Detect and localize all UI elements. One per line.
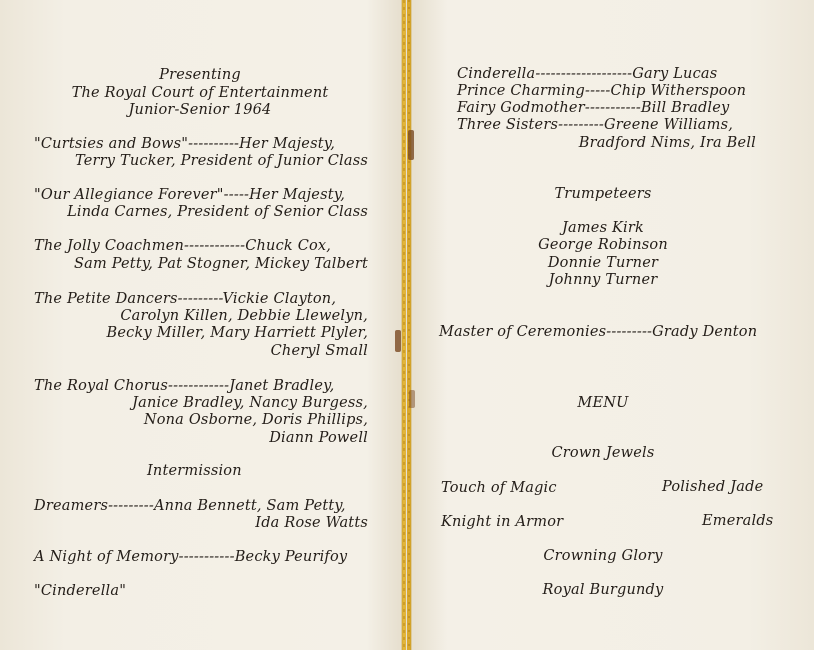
- memory-line: A Night of Memory-----------Becky Peurifoy: [34, 549, 348, 565]
- allegiance-line-2: Linda Carnes, President of Senior Class: [67, 204, 368, 220]
- menu-item: Knight in Armor: [441, 514, 564, 530]
- cast-godmother: Fairy Godmother-----------Bill Bradley: [457, 100, 730, 116]
- cast-sisters-names: Bradford Nims, Ira Bell: [578, 135, 756, 151]
- menu-item: Emeralds: [702, 513, 774, 529]
- dreamers-line-2: Ida Rose Watts: [255, 515, 368, 531]
- allegiance-line-1: "Our Allegiance Forever"-----Her Majesty,: [34, 187, 346, 203]
- dancers-line-4: Cheryl Small: [270, 343, 368, 359]
- menu-title: MENU: [577, 395, 629, 411]
- trumpeteers-title: Trumpeteers: [554, 186, 652, 202]
- chorus-line-4: Diann Powell: [269, 430, 368, 446]
- left-page: [0, 0, 400, 650]
- menu-item: Crown Jewels: [551, 445, 655, 461]
- menu-item: Touch of Magic: [441, 480, 557, 496]
- court-title: The Royal Court of Entertainment: [71, 85, 329, 101]
- dreamers-line-1: Dreamers---------Anna Bennett, Sam Petty,: [34, 498, 346, 514]
- presenting-line: Presenting: [159, 67, 241, 83]
- cast-prince: Prince Charming-----Chip Witherspoon: [457, 83, 747, 99]
- curtsies-line-2: Terry Tucker, President of Junior Class: [75, 153, 368, 169]
- chorus-line-2: Janice Bradley, Nancy Burgess,: [132, 395, 368, 411]
- chorus-line-1: The Royal Chorus------------Janet Bradley,: [34, 378, 335, 394]
- right-page: [412, 0, 814, 650]
- binding-stain: [395, 330, 401, 352]
- curtsies-line-1: "Curtsies and Bows"----------Her Majesty,: [34, 136, 336, 152]
- cast-cinderella: Cinderella-------------------Gary Lucas: [457, 66, 718, 82]
- trumpeteer-name: Johnny Turner: [548, 272, 658, 288]
- master-of-ceremonies: Master of Ceremonies---------Grady Denton: [439, 324, 758, 340]
- menu-item: Royal Burgundy: [542, 582, 664, 598]
- dancers-line-3: Becky Miller, Mary Harriett Plyler,: [106, 325, 368, 341]
- coachmen-line-2: Sam Petty, Pat Stogner, Mickey Talbert: [73, 256, 368, 272]
- trumpeteer-name: George Robinson: [538, 237, 668, 253]
- trumpeteer-name: Donnie Turner: [547, 255, 659, 271]
- cast-sisters: Three Sisters---------Greene Williams,: [457, 117, 734, 133]
- cinderella-title: "Cinderella": [34, 583, 127, 599]
- menu-item: Polished Jade: [662, 479, 764, 495]
- chorus-line-3: Nona Osborne, Doris Phillips,: [143, 412, 368, 428]
- menu-item: Crowning Glory: [543, 548, 663, 564]
- event-year: Junior-Senior 1964: [128, 102, 272, 118]
- dancers-line-2: Carolyn Killen, Debbie Llewelyn,: [120, 308, 368, 324]
- intermission-line: Intermission: [147, 463, 242, 479]
- coachmen-line-1: The Jolly Coachmen------------Chuck Cox,: [34, 238, 332, 254]
- trumpeteer-name: James Kirk: [561, 220, 645, 236]
- dancers-line-1: The Petite Dancers---------Vickie Clayton,: [34, 291, 337, 307]
